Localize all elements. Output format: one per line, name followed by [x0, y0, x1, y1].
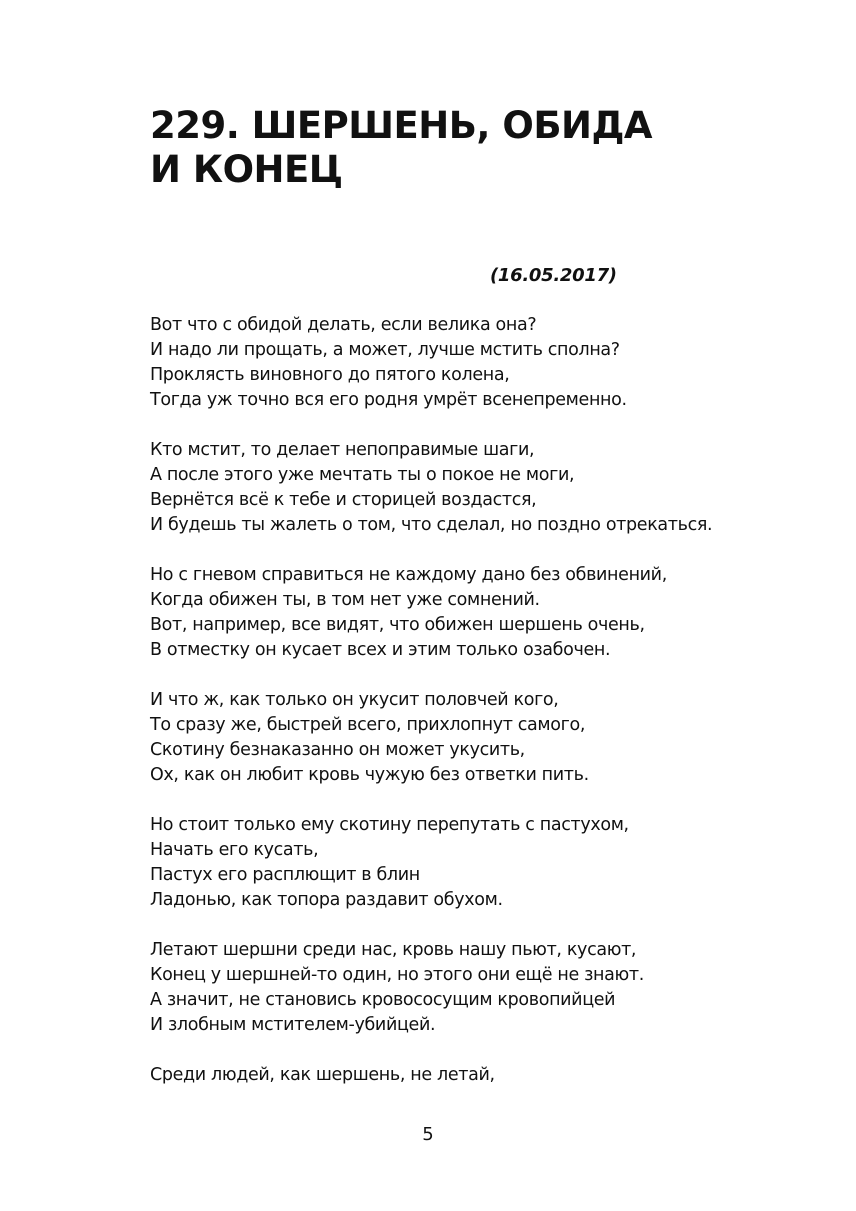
poem-line: Вернётся всё к тебе и сторицей воздастся, — [150, 490, 537, 510]
poem-line: Среди людей, как шершень, не летай, — [150, 1065, 495, 1085]
poem-line: Когда обижен ты, в том нет уже сомнений. — [150, 590, 540, 610]
poem-line: Пастух его расплющит в блин — [150, 865, 420, 885]
poem-body — [150, 313, 790, 1113]
poem-title-line-2: И КОНЕЦ — [150, 148, 343, 191]
poem-line: Но с гневом справиться не каждому дано без обвинений, — [150, 565, 667, 585]
poem-stanza — [150, 438, 790, 538]
poem-line: Скотину безнаказанно он может укусить, — [150, 740, 525, 760]
poem-stanza — [150, 1063, 790, 1088]
poem-title-line-1: 229. ШЕРШЕНЬ, ОБИДА — [150, 104, 653, 147]
poem-line: И будешь ты жалеть о том, что сделал, но поздно отрекаться. — [150, 515, 713, 535]
poem-line: В отместку он кусает всех и этим только озабочен. — [150, 640, 611, 660]
poem-line: Летают шершни среди нас, кровь нашу пьют, кусают, — [150, 940, 637, 960]
poem-line: Ох, как он любит кровь чужую без ответки пить. — [150, 765, 589, 785]
poem-line: То сразу же, быстрей всего, прихлопнут самого, — [150, 715, 586, 735]
poem-line: Проклясть виновного до пятого колена, — [150, 365, 510, 385]
poem-line: А после этого уже мечтать ты о покое не моги, — [150, 465, 575, 485]
poem-line: Кто мстит, то делает непоправимые шаги, — [150, 440, 535, 460]
poem-line: Конец у шершней-то один, но этого они ещё не знают. — [150, 965, 644, 985]
poem-line: Тогда уж точно вся его родня умрёт всенепременно. — [150, 390, 627, 410]
poem-title — [150, 104, 750, 192]
poem-line: И что ж, как только он укусит половчей кого, — [150, 690, 559, 710]
poem-line: И злобным мстителем-убийцей. — [150, 1015, 436, 1035]
poem-line: Вот, например, все видят, что обижен шершень очень, — [150, 615, 645, 635]
poem-line: Но стоит только ему скотину перепутать с пастухом, — [150, 815, 629, 835]
poem-line: Вот что с обидой делать, если велика она? — [150, 315, 537, 335]
poem-stanza — [150, 313, 790, 413]
poem-line: Начать его кусать, — [150, 840, 319, 860]
poem-date: (16.05.2017) — [490, 265, 617, 286]
poem-stanza — [150, 563, 790, 663]
poem-stanza — [150, 688, 790, 788]
page-number: 5 — [422, 1124, 434, 1145]
poem-stanza — [150, 938, 790, 1038]
poem-line: А значит, не становись кровососущим кровопийцей — [150, 990, 616, 1010]
poem-stanza — [150, 813, 790, 913]
poem-line: Ладонью, как топора раздавит обухом. — [150, 890, 503, 910]
poem-line: И надо ли прощать, а может, лучше мстить сполна? — [150, 340, 620, 360]
